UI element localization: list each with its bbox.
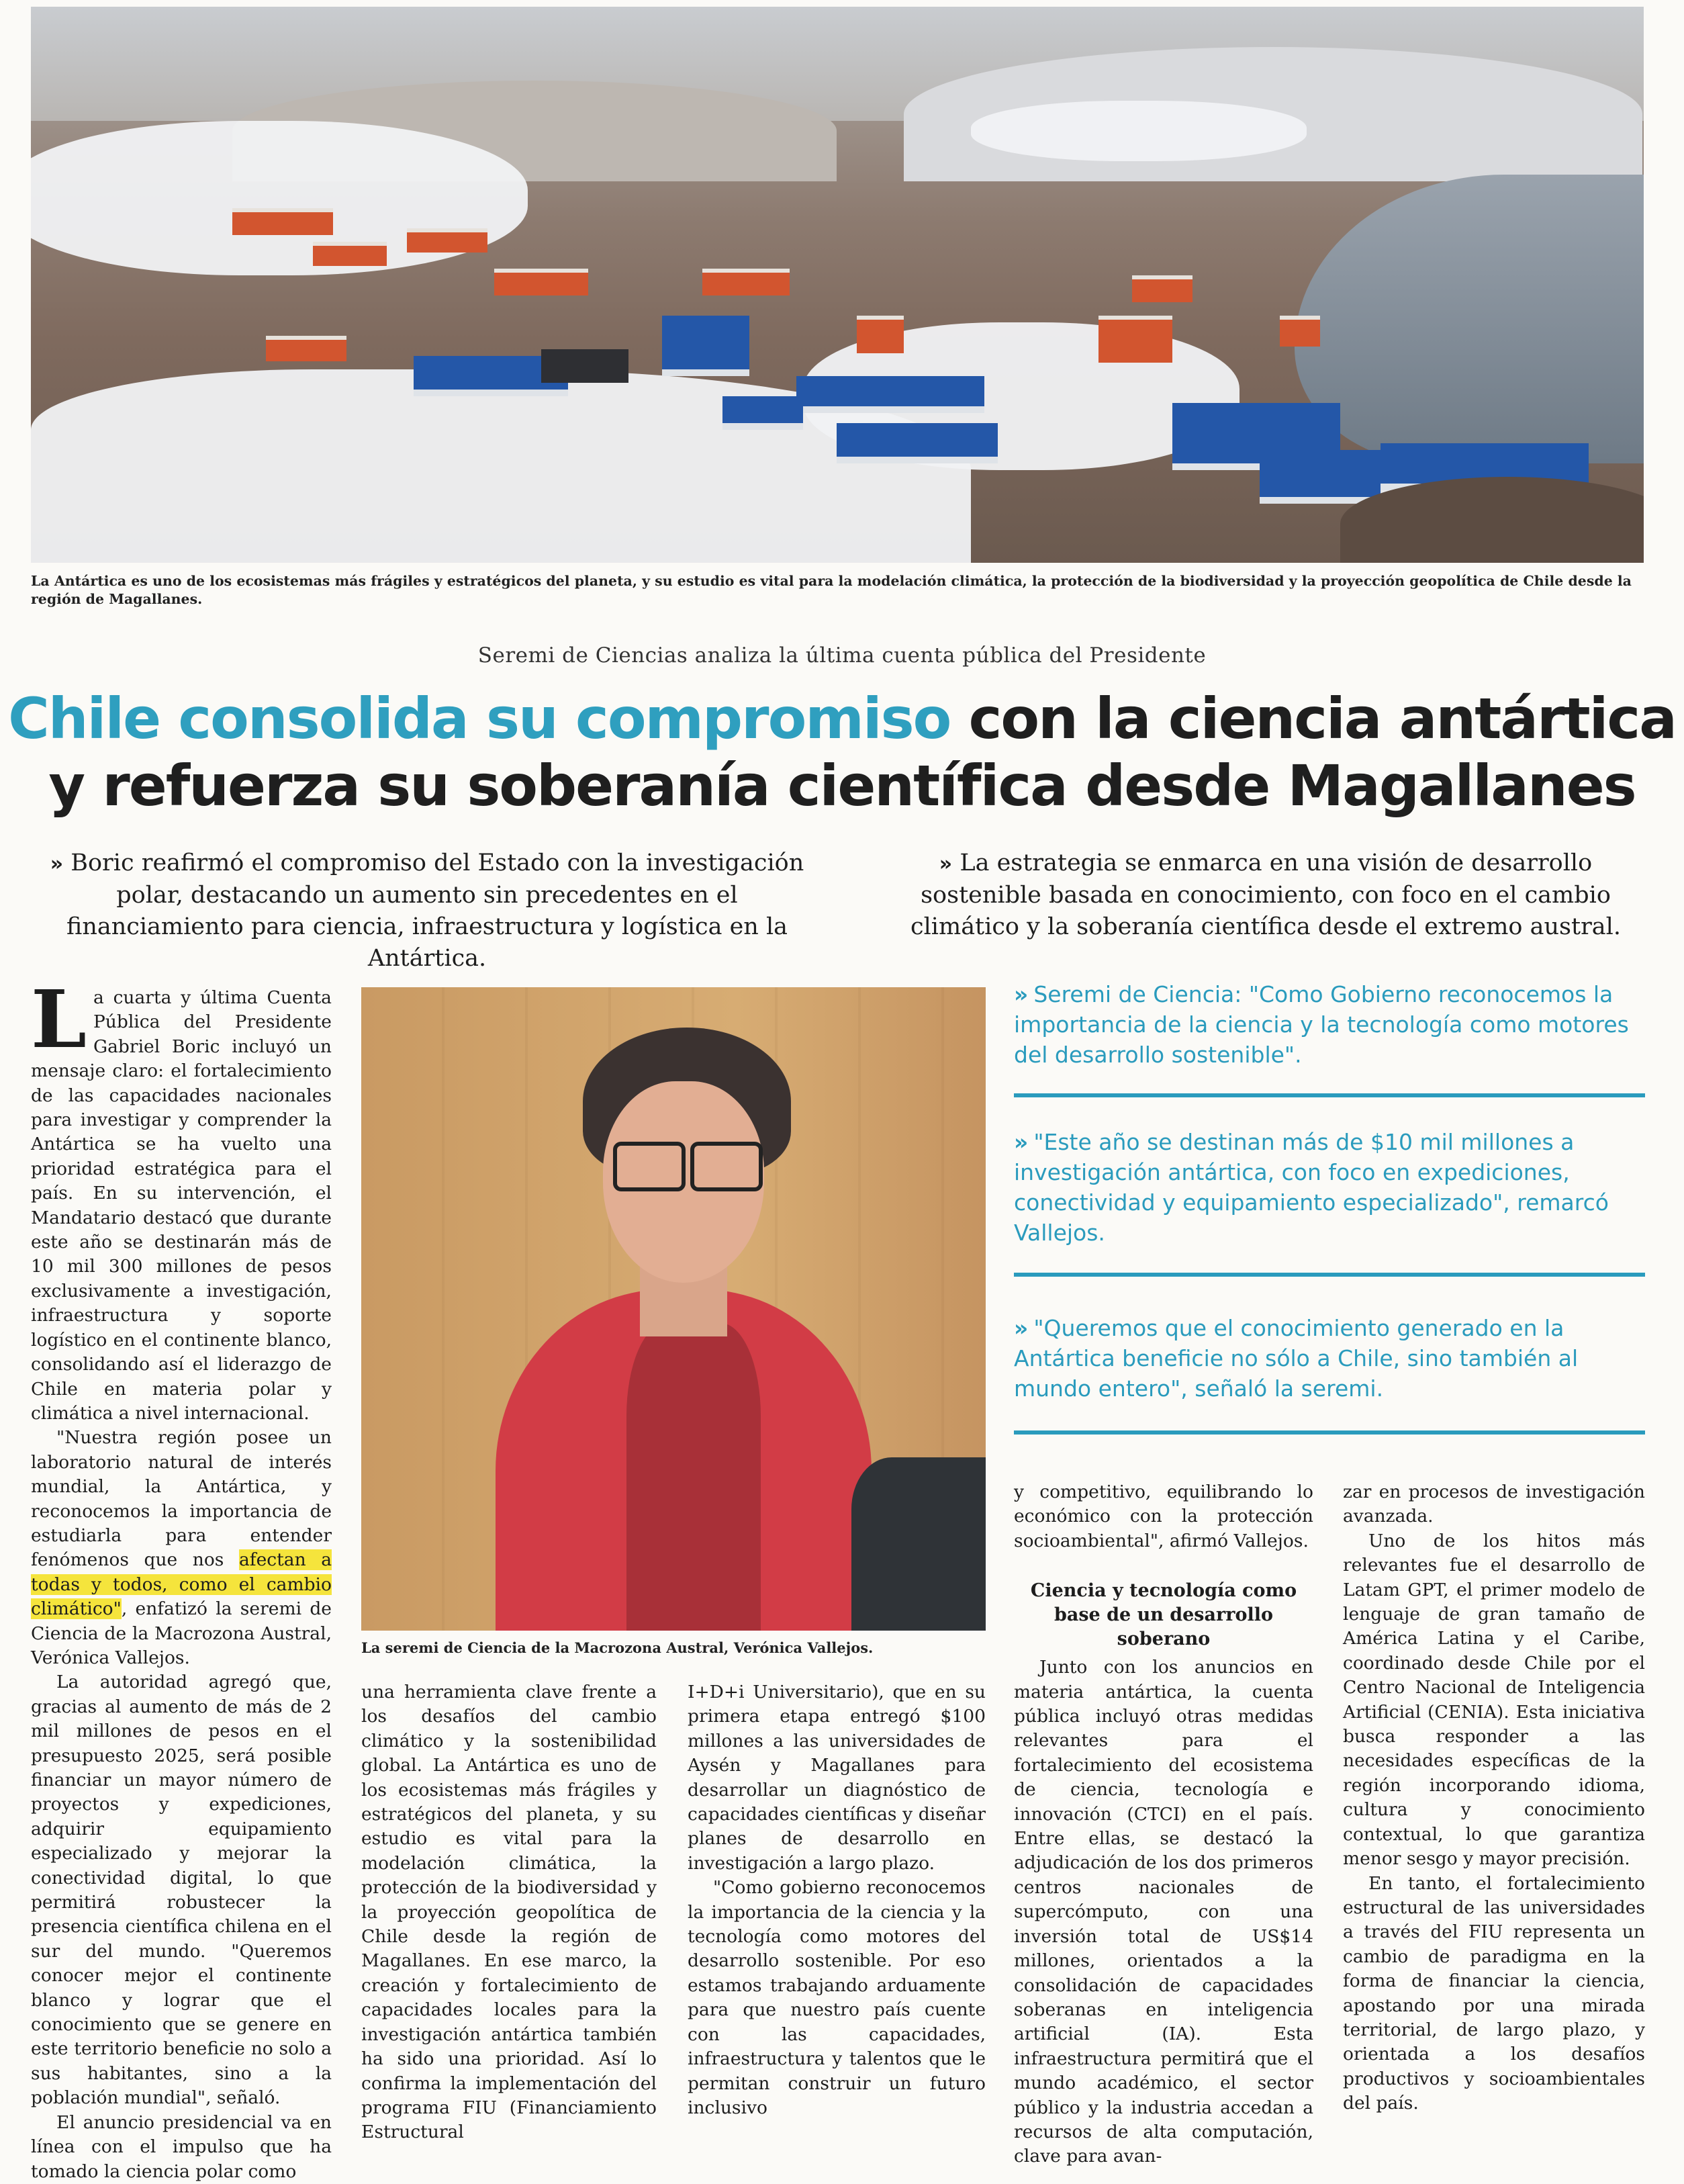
glasses-right-lens — [690, 1142, 763, 1191]
photo-red-building — [494, 269, 588, 295]
chevron-right-icon: » — [1014, 1129, 1029, 1155]
jacket-pattern — [626, 1323, 761, 1631]
pull-quote-3 — [1014, 1313, 1645, 1404]
body-paragraph: y competitivo, equilibrando lo económico con la protección socioambiental", afirmó Vallejos. — [1014, 1482, 1313, 1551]
pull-quote-2 — [1014, 1127, 1645, 1248]
photo-top-caption: La Antártica es uno de los ecosistemas más frágiles y estratégicos del planeta, y su estudio es vital para la modelación climática, la protección de la biodiversidad y la proyección geopolítica de Chile desde la región de Magallanes. — [31, 573, 1632, 607]
body-paragraph-text: "Nuestra región posee un laboratorio natural de interés mundial, la Antártica, y reconocemos la importancia de estudiarla para entender fenómenos que nos — [31, 1427, 332, 1571]
body-column-3 — [688, 1680, 986, 2120]
portrait-caption: La seremi de Ciencia de la Macrozona Austral, Verónica Vallejos. — [361, 1639, 874, 1656]
photo-snow-patch — [971, 101, 1307, 161]
quote-divider — [1014, 1093, 1645, 1097]
photo-red-building — [1098, 316, 1172, 363]
body-column-1 — [31, 972, 332, 2184]
body-paragraph: Uno de los hitos más relevantes fue el desarrollo de Latam GPT, el primer modelo de lenguaje de gran tamaño de América Latina y el Caribe, coordinado desde Chile por el Centro Nacional de Inteligencia Artificial (CENIA). Esta iniciativa busca responder a las necesidades específicas de la región incorporando idioma, cultura y conocimiento contextual, lo que garantiza menor sesgo y mayor precisión. — [1343, 1530, 1645, 1870]
section-subhead: Ciencia y tecnología como base de un desarrollo soberano — [1030, 1580, 1297, 1650]
photo-red-building — [702, 269, 790, 295]
body-column-5 — [1343, 1480, 1645, 2116]
body-paragraph: zar en procesos de investigación avanzada. — [1343, 1482, 1645, 1527]
photo-blue-building — [796, 376, 984, 413]
pull-quote-1 — [1014, 979, 1645, 1070]
pull-quote-text: "Queremos que el conocimiento generado en la Antártica beneficie no sólo a Chile, sino también al mundo entero", señaló la seremi. — [1014, 1315, 1579, 1402]
quote-divider — [1014, 1273, 1645, 1277]
drop-cap: L — [31, 972, 87, 1066]
lead-right — [880, 848, 1652, 943]
body-paragraph: El anuncio presidencial va en línea con el impulso que ha tomado la ciencia polar como — [31, 2111, 332, 2182]
body-paragraph-text: a cuarta y última Cuenta Pública del Presidente Gabriel Boric incluyó un mensaje claro: el fortalecimiento de las capacidades nacionales para investigar y comprender la Antártica se ha vuelto una prioridad estratégica para el país. En su intervención, el Mandatario destacó que durante este año se destinarán más de 10 mil 300 millones de pesos exclusivamente a investigación, infraestructura y soporte logístico en el continente blanco, consolidando así el liderazgo de Chile en materia polar y climática a nivel internacional. — [31, 987, 332, 1424]
photo-red-building — [407, 228, 487, 253]
body-paragraph: una herramienta clave frente a los desafíos del cambio climático y la sostenibilidad global. La Antártica es uno de los ecosistemas más frágiles y estratégicos del planeta, y su estudio es vital para la modelación climática, la protección de la biodiversidad y la proyección geopolítica de Chile desde la región de Magallanes. En ese marco, la creación y fortalecimiento de capacidades locales para la investigación antártica también ha sido una prioridad. Así lo confirma la implementación del programa FIU (Financiamiento Estructural — [361, 1682, 657, 2143]
pull-quote-text: Seremi de Ciencia: "Como Gobierno reconocemos la importancia de la ciencia y la tecnología como motores del desarrollo sostenible". — [1014, 981, 1629, 1068]
photo-blue-building — [662, 316, 749, 376]
body-paragraph-text: , enfatizó la seremi de Ciencia de la Macrozona Austral, Verónica Vallejos. — [31, 1598, 332, 1668]
photo-blue-building — [722, 396, 803, 430]
body-paragraph — [31, 1426, 332, 1670]
body-column-4 — [1014, 1480, 1313, 2169]
lead-right-text: La estrategia se enmarca en una visión de desarrollo sostenible basada en conocimiento, con foco en el cambio climático y la soberanía científica desde el extremo austral. — [910, 850, 1621, 940]
photo-red-building — [1132, 275, 1192, 302]
body-paragraph: Junto con los anuncios en materia antártica, la cuenta pública incluyó otras medidas relevantes para el fortalecimiento del ecosistema de ciencia, tecnología e innovación (CTCI) en el país. Entre ellas, se destacó la adjudicación de los dos primeros centros nacionales de supercómputo, con una inversión total de US$14 millones, orientados a la consolidación de capacidades soberanas en inteligencia artificial (IA). Esta infraestructura permitirá que el mundo académico, el sector público y la industria accedan a recursos de alta computación, clave para avan- — [1014, 1657, 1313, 2167]
body-paragraph — [31, 972, 332, 1426]
kicker: Seremi de Ciencias analiza la última cuenta pública del Presidente — [477, 643, 1207, 668]
body-paragraph: La autoridad agregó que, gracias al aumento de más de 2 mil millones de pesos en el presupuesto 2025, será posible financiar un mayor número de proyectos y expediciones, adquirir equipamiento especializado y mejorar la conectividad digital, lo que permitirá robustecer la presencia científica chilena en el sur del mundo. "Queremos conocer mejor el continente blanco y lograr que el conocimiento que se genere en este territorio beneficie no solo a sus habitantes, sino a la población mundial", señaló. — [31, 1672, 332, 2109]
headline-rest: con la ciencia antártica — [950, 686, 1676, 752]
headline-line2: y refuerza su soberanía científica desde Magallanes — [48, 753, 1636, 819]
glasses-left-lens — [613, 1142, 686, 1191]
antarctic-base-photo — [31, 7, 1644, 563]
portrait-photo — [361, 987, 986, 1631]
chevron-right-icon: » — [939, 852, 953, 876]
body-paragraph: "Como gobierno reconocemos la importancia de la ciencia y la tecnología como motores del desarrollo sostenible. Por eso estamos trabajando arduamente para que nuestro país cuente con las capacidades, infraestructura y talentos que le permitan construir un futuro inclusivo — [688, 1877, 986, 2118]
photo-bay-water — [1295, 175, 1644, 463]
chevron-right-icon: » — [1014, 1315, 1029, 1341]
photo-red-building — [1280, 316, 1320, 347]
body-column-2 — [361, 1680, 657, 2145]
photo-red-building — [266, 336, 346, 361]
photo-blue-building — [837, 423, 998, 463]
pull-quote-text: "Este año se destinan más de $10 mil millones a investigación antártica, con foco en expediciones, conectividad y equipamiento especializado", remarcó Vallejos. — [1014, 1129, 1609, 1246]
photo-red-building — [313, 242, 387, 266]
body-paragraph: En tanto, el fortalecimiento estructural de las universidades a través del FIU representa un cambio de paradigma en la forma de financiar la ciencia, apostando por una mirada territorial, de largo plazo, y orientada a los desafíos productivos y socioambientales del país. — [1343, 1872, 1645, 2114]
chevron-right-icon: » — [1014, 981, 1029, 1007]
photo-red-building — [857, 316, 904, 353]
photo-dark-building — [541, 349, 628, 383]
highlighted-text: afectan a todas y todos, como el cambio climático" — [31, 1549, 332, 1620]
headline-line1 — [0, 685, 1684, 752]
quote-divider — [1014, 1430, 1645, 1435]
chevron-right-icon: » — [50, 852, 64, 876]
dark-jacket-chair — [851, 1457, 986, 1631]
headline-accent: Chile consolida su compromiso — [8, 686, 951, 752]
photo-red-building — [232, 208, 333, 235]
body-paragraph: I+D+i Universitario), que en su primera etapa entregó $100 millones a las universidades de Aysén y Magallanes para desarrollar un diagnóstico de capacidades científicas y diseñar planes de desarrollo en investigación a largo plazo. — [688, 1682, 986, 1874]
lead-left — [31, 848, 823, 974]
lead-left-text: Boric reafirmó el compromiso del Estado con la investigación polar, destacando un aumento sin precedentes en el financiamiento para ciencia, infraestructura y logística en la Antártica. — [66, 850, 804, 972]
